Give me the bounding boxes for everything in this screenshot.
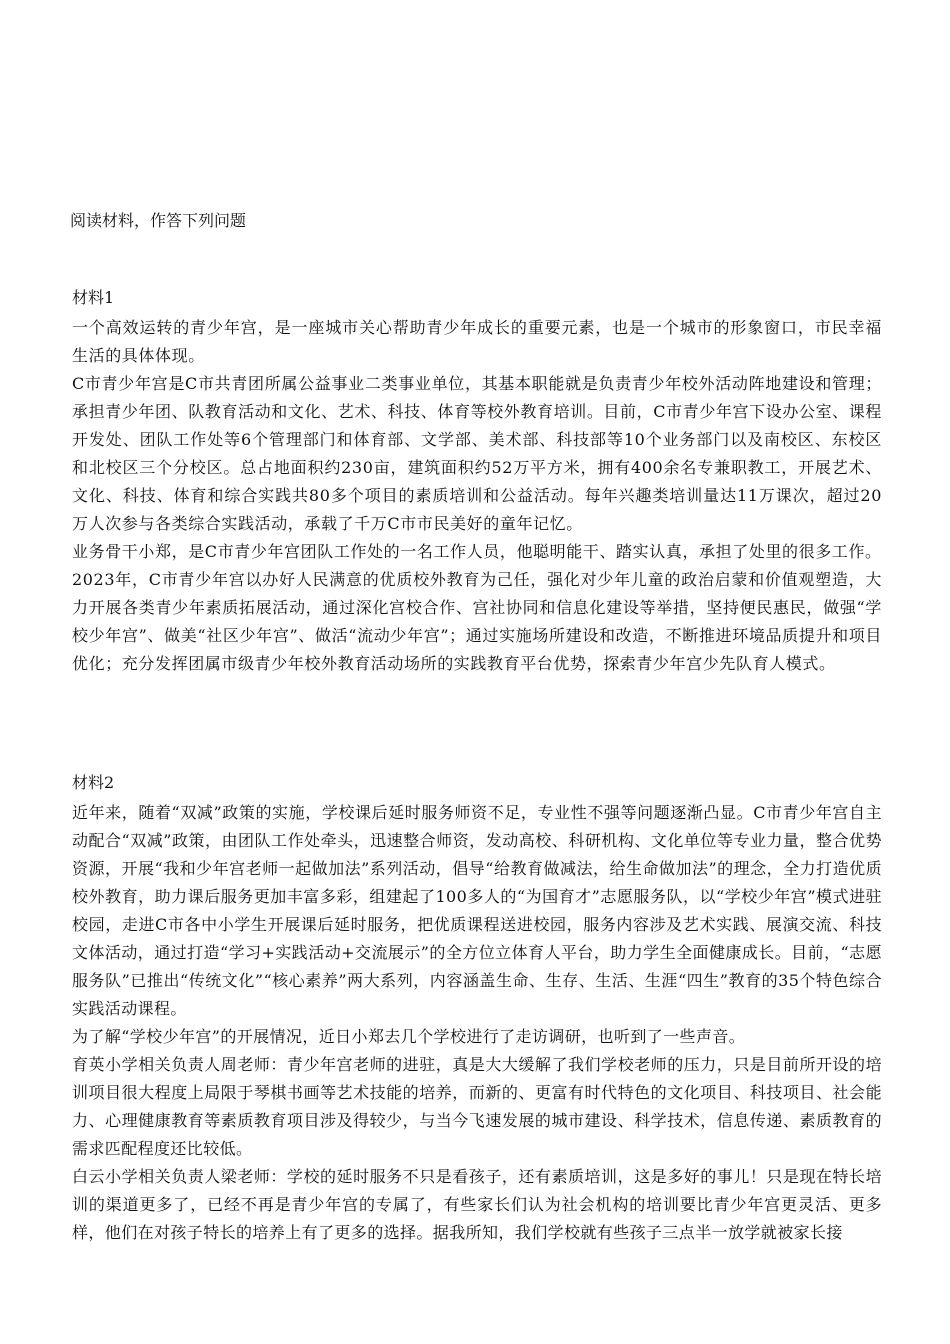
material-1-section xyxy=(72,286,882,678)
material-2-paragraph: 近年来，随着“双减”政策的实施，学校课后延时服务师资不足，专业性不强等问题逐渐凸显。C市青少年宫自主动配合“双减”政策，由团队工作处牵头，迅速整合师资，发动高校、科研机构、文化单位等专业力量，整合优势资源，开展“我和少年宫老师一起做加法”系列活动，倡导“给教育做减法，给生命做加法”的理念，全力打造优质校外教育，助力课后服务更加丰富多彩，组建起了100多人的“为国育才”志愿服务队，以“学校少年宫”模式进驻校园，走进C市各中小学生开展课后延时服务，把优质课程送进校园，服务内容涉及艺术实践、展演交流、科技文体活动，通过打造“学习+实践活动+交流展示”的全方位立体育人平台，助力学生全面健康成长。目前，“志愿服务队”已推出“传统文化”“核心素养”两大系列，内容涵盖生命、生存、生活、生涯“四生”教育的35个特色综合实践活动课程。 xyxy=(72,803,882,1018)
material-2-label: 材料2 xyxy=(72,773,115,792)
material-1-label: 材料1 xyxy=(72,288,115,307)
material-1-paragraph: 业务骨干小郑，是C市青少年宫团队工作处的一名工作人员，他聪明能干、踏实认真，承担了处里的很多工作。 xyxy=(72,542,882,561)
material-2-paragraph: 白云小学相关负责人梁老师：学校的延时服务不只是看孩子，还有素质培训，这是多好的事儿！只是现在特长培训的渠道更多了，已经不再是青少年宫的专属了，有些家长们认为社会机构的培训要比青少年宫更灵活、更多样，他们在对孩子特长的培养上有了更多的选择。据我所知，我们学校就有些孩子三点半一放学就被家长接 xyxy=(72,1167,882,1242)
material-2-paragraph: 育英小学相关负责人周老师：青少年宫老师的进驻，真是大大缓解了我们学校老师的压力，只是目前所开设的培训项目很大程度上局限于琴棋书画等艺术技能的培养，而新的、更富有时代特色的文化项目、科技项目、社会能力、心理健康教育等素质教育项目涉及得较少，与当今飞速发展的城市建设、科学技术，信息传递、素质教育的需求匹配程度还比较低。 xyxy=(72,1055,882,1158)
material-1-paragraph: 一个高效运转的青少年宫，是一座城市关心帮助青少年成长的重要元素，也是一个城市的形象窗口，市民幸福生活的具体体现。 xyxy=(72,318,882,365)
material-2-paragraph: 为了解“学校少年宫”的开展情况，近日小郑去几个学校进行了走访调研，也听到了一些声音。 xyxy=(72,1027,746,1046)
material-1-paragraph: 2023年，C市青少年宫以办好人民满意的优质校外教育为己任，强化对少年儿童的政治启蒙和价值观塑造，大力开展各类青少年素质拓展活动，通过深化宫校合作、宫社协同和信息化建设等举措，坚持便民惠民，做强“学校少年宫”、做美“社区少年宫”、做活“流动少年宫”；通过实施场所建设和改造，不断推进环境品质提升和项目优化；充分发挥团属市级青少年校外教育活动场所的实践教育平台优势，探索青少年宫少先队育人模式。 xyxy=(72,570,882,673)
instruction-heading: 阅读材料，作答下列问题 xyxy=(70,211,247,230)
material-2-section xyxy=(72,771,882,1247)
material-1-paragraph: C市青少年宫是C市共青团所属公益事业二类事业单位，其基本职能就是负责青少年校外活动阵地建设和管理；承担青少年团、队教育活动和文化、艺术、科技、体育等校外教育培训。目前，C市青少年宫下设办公室、课程开发处、团队工作处等6个管理部门和体育部、文学部、美术部、科技部等10个业务部门以及南校区、东校区和北校区三个分校区。总占地面积约230亩，建筑面积约52万平方米，拥有400余名专兼职教工，开展艺术、文化、科技、体育和综合实践共80多个项目的素质培训和公益活动。每年兴趣类培训量达11万课次，超过20万人次参与各类综合实践活动，承载了千万C市市民美好的童年记忆。 xyxy=(72,374,882,533)
